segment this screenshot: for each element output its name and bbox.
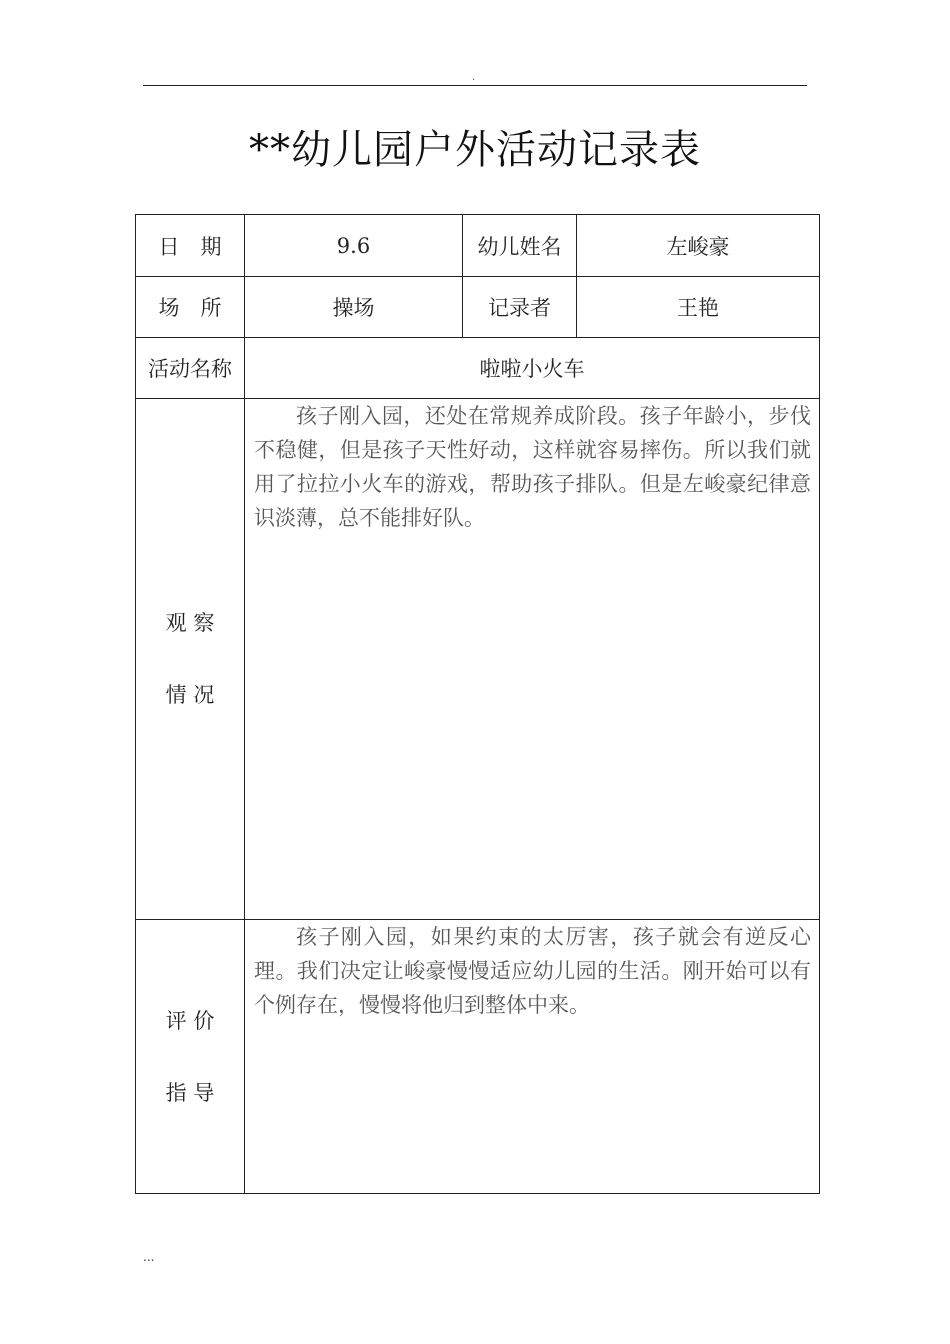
evaluation-text: 孩子刚入园，如果约束的太厉害，孩子就会有逆反心理。我们决定让峻豪慢慢适应幼儿园的生活。刚开始可以有个例存在，慢慢将他归到整体中来。 — [254, 925, 811, 1017]
observation-row — [136, 399, 820, 920]
observation-label — [136, 399, 245, 920]
observation-text: 孩子刚入园，还处在常规养成阶段。孩子年龄小，步伐不稳健，但是孩子天性好动，这样就容易摔伤。所以我们就用了拉拉小火车的游戏，帮助孩子排队。但是左峻豪纪律意识淡薄，总不能排好队。 — [254, 404, 811, 530]
place-row — [136, 277, 820, 338]
child-name-value: 左峻豪 — [577, 215, 820, 277]
footer-mark: ... — [143, 1250, 155, 1264]
recorder-value: 王艳 — [577, 277, 820, 338]
observation-label-line2: 情 况 — [165, 683, 215, 707]
evaluation-row — [136, 920, 820, 1194]
date-label: 日 期 — [136, 215, 245, 277]
activity-record-table — [135, 214, 820, 1194]
evaluation-content — [245, 920, 820, 1194]
evaluation-label-line1: 评 价 — [165, 1008, 215, 1033]
date-row — [136, 215, 820, 277]
date-value: 9.6 — [245, 215, 463, 277]
header-rule — [143, 85, 807, 86]
observation-label-line1: 观 察 — [165, 611, 215, 635]
header-mark: . — [472, 72, 476, 83]
recorder-label: 记录者 — [463, 277, 577, 338]
activity-name-value: 啦啦小火车 — [245, 338, 820, 399]
page-title: **幼儿园户外活动记录表 — [249, 127, 701, 173]
evaluation-label-line2: 指 导 — [165, 1080, 215, 1105]
activity-row — [136, 338, 820, 399]
activity-name-label: 活动名称 — [136, 338, 245, 399]
child-name-label: 幼儿姓名 — [463, 215, 577, 277]
evaluation-label — [136, 920, 245, 1194]
place-value: 操场 — [245, 277, 463, 338]
place-label: 场 所 — [136, 277, 245, 338]
observation-content — [245, 399, 820, 920]
